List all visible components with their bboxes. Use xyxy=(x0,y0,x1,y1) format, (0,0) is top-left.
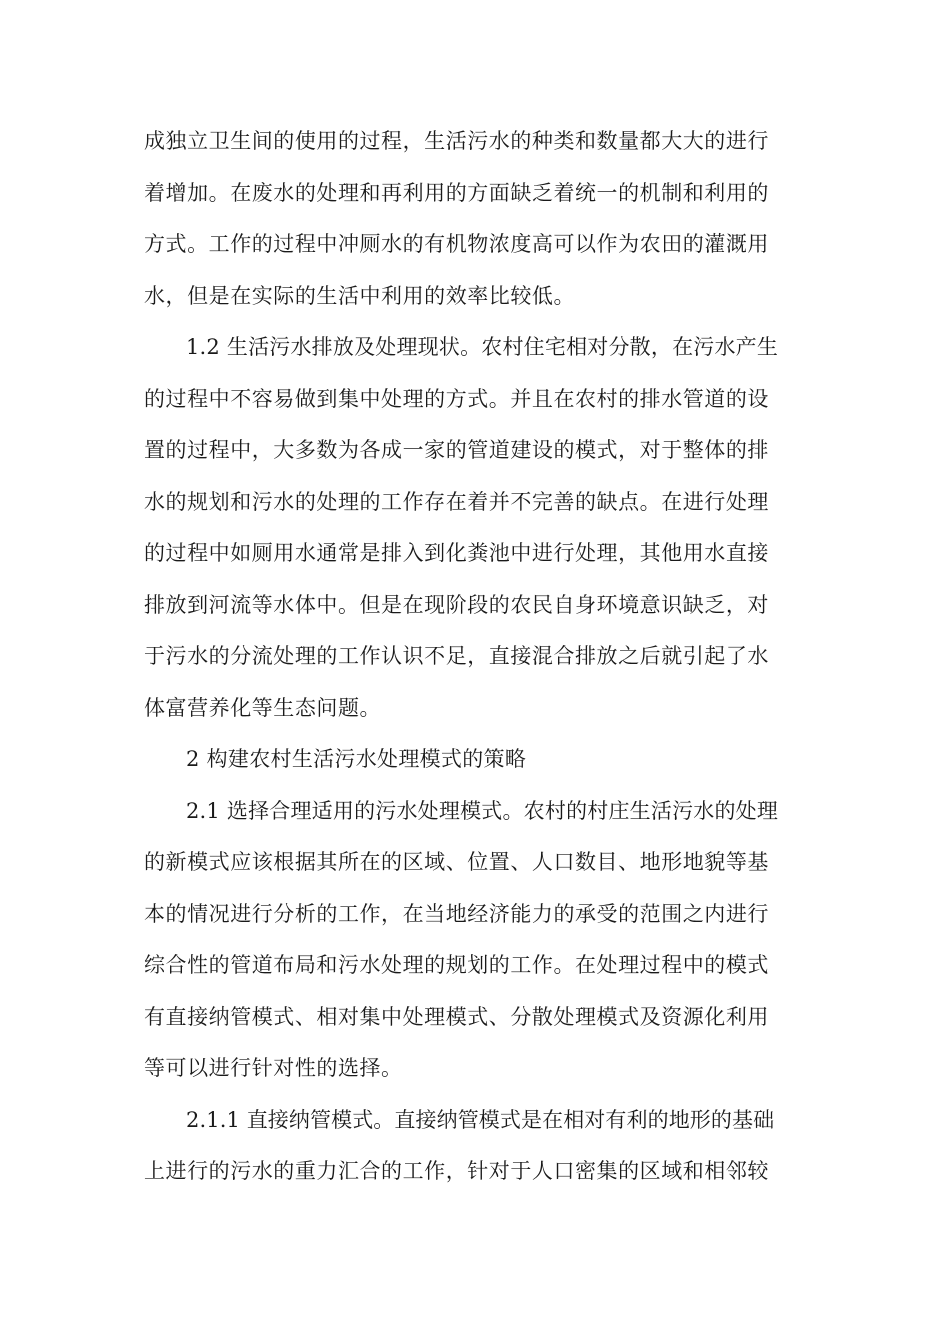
text-line-2: 着增加。在废水的处理和再利用的方面缺乏着统一的机制和利用的 xyxy=(144,180,769,205)
text-line-5: 1.2 生活污水排放及处理现状。农村住宅相对分散，在污水产生 xyxy=(186,335,779,359)
text-line-21: 上进行的污水的重力汇合的工作，针对于人口密集的区域和相邻较 xyxy=(144,1159,769,1183)
text-line-17: 综合性的管道布局和污水处理的规划的工作。在处理过程中的模式 xyxy=(144,953,769,977)
text-line-20: 2.1.1 直接纳管模式。直接纳管模式是在相对有利的地形的基础 xyxy=(186,1107,775,1132)
section-heading: 2 构建农村生活污水处理模式的策略 xyxy=(186,747,527,771)
text-line-4: 水，但是在实际的生活中利用的效率比较低。 xyxy=(144,283,575,308)
text-line-1: 成独立卫生间的使用的过程，生活污水的种类和数量都大大的进行 xyxy=(144,129,769,153)
text-line-14: 2.1 选择合理适用的污水处理模式。农村的村庄生活污水的处理 xyxy=(186,798,779,823)
text-line-19: 等可以进行针对性的选择。 xyxy=(144,1056,403,1080)
text-line-8: 水的规划和污水的处理的工作存在着并不完善的缺点。在进行处理 xyxy=(144,489,769,514)
text-line-15: 的新模式应该根据其所在的区域、位置、人口数目、地形地貌等基 xyxy=(144,850,769,874)
text-line-16: 本的情况进行分析的工作，在当地经济能力的承受的范围之内进行 xyxy=(144,901,769,926)
text-line-18: 有直接纳管模式、相对集中处理模式、分散处理模式及资源化利用 xyxy=(144,1004,769,1029)
text-line-10: 排放到河流等水体中。但是在现阶段的农民自身环境意识缺乏，对 xyxy=(144,592,769,617)
text-line-9: 的过程中如厕用水通常是排入到化粪池中进行处理，其他用水直接 xyxy=(144,541,769,565)
text-line-7: 置的过程中，大多数为各成一家的管道建设的模式，对于整体的排 xyxy=(144,438,769,462)
body-text xyxy=(144,116,812,1198)
text-line-12: 体富营养化等生态问题。 xyxy=(144,695,382,720)
text-line-3: 方式。工作的过程中冲厕水的有机物浓度高可以作为农田的灌溉用 xyxy=(144,232,769,256)
text-line-11: 于污水的分流处理的工作认识不足，直接混合排放之后就引起了水 xyxy=(144,644,769,668)
text-line-6: 的过程中不容易做到集中处理的方式。并且在农村的排水管道的设 xyxy=(144,386,769,411)
